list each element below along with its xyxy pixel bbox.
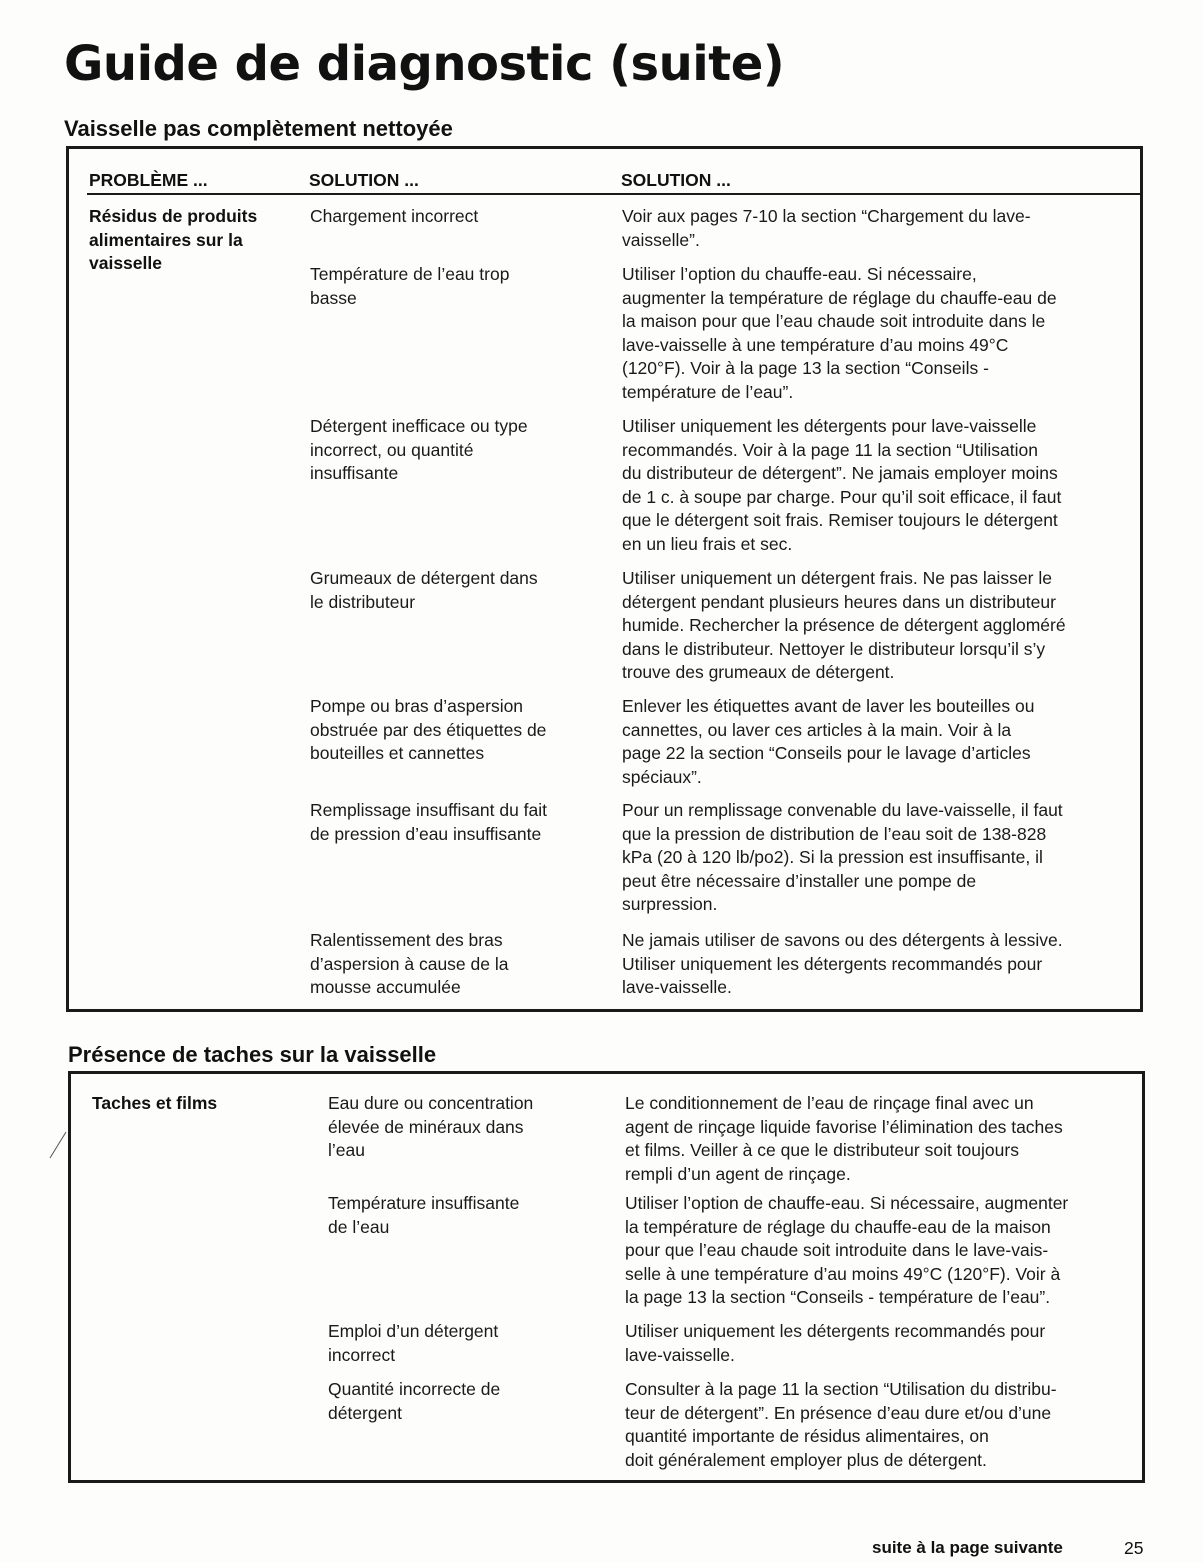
header-problem: PROBLÈME ... — [89, 170, 208, 190]
cause-cell: Eau dure ou concentration élevée de minéraux dans l’eau — [328, 1093, 534, 1160]
solution-cell: Le conditionnement de l’eau de rinçage final avec un agent de rinçage liquide favorise l’élimination des taches et films. Veiller à ce que le distributeur soit toujours rempli d’un agent de rinçage. — [625, 1093, 1063, 1184]
solution-cell: Utiliser l’option de chauffe-eau. Si nécessaire, augmenter la température de réglage du chauffe-eau de la maison pour que l’eau chaude soit introduite dans le lave-vais- selle à une température d’au moins 49°C (120°F). Voir à la page 13 la section “Conseils - température de l’eau”. — [625, 1193, 1069, 1307]
header-cause: SOLUTION ... — [309, 170, 419, 190]
section-title-dishes-not-clean: Vaisselle pas complètement nettoyée — [64, 116, 453, 141]
cause-cell: Emploi d’un détergent incorrect — [328, 1321, 499, 1365]
section-title-spots-on-dishes: Présence de taches sur la vaisselle — [68, 1042, 437, 1067]
cause-cell: Détergent inefficace ou type incorrect, ou quantité insuffisante — [310, 416, 528, 483]
cause-cell: Température de l’eau trop basse — [310, 264, 510, 308]
cause-cell: Température insuffisante de l’eau — [328, 1193, 520, 1237]
cause-cell: Chargement incorrect — [310, 206, 479, 226]
solution-cell: Ne jamais utiliser de savons ou des détergents à lessive. Utiliser uniquement les détergents recommandés pour lave-vaisselle. — [622, 930, 1063, 997]
header-solution: SOLUTION ... — [621, 170, 731, 190]
page-number: 25 — [1124, 1538, 1144, 1558]
troubleshooting-table-spots — [68, 1071, 1145, 1483]
solution-cell: Enlever les étiquettes avant de laver les bouteilles ou cannettes, ou laver ces articles à la main. Voir à la page 22 la section “Conseils pour le lavage d’articles spéciaux”. — [622, 696, 1035, 787]
solution-cell: Voir aux pages 7-10 la section “Chargement du lave- vaisselle”. — [622, 206, 1031, 250]
cause-cell: Quantité incorrecte de détergent — [328, 1379, 501, 1423]
cause-cell: Ralentissement des bras d’aspersion à cause de la mousse accumulée — [310, 930, 509, 997]
problem-spots-and-films: Taches et films — [92, 1093, 218, 1113]
cause-cell: Remplissage insuffisant du fait de pression d’eau insuffisante — [310, 800, 548, 844]
continued-note: suite à la page suivante — [872, 1538, 1063, 1557]
solution-cell: Utiliser uniquement les détergents pour lave-vaisselle recommandés. Voir à la page 11 la section “Utilisation du distributeur de détergent”. Ne jamais employer moins de 1 c. à soupe par charge. Pour qu’il soit efficace, il faut que le détergent soit frais. Remiser toujours le détergent en un lieu frais et sec. — [622, 416, 1062, 554]
troubleshooting-table-dishes-not-clean — [66, 146, 1143, 1012]
header-divider — [87, 193, 1140, 195]
solution-cell: Pour un remplissage convenable du lave-vaisselle, il faut que la pression de distribution de l’eau soit de 138-828 kPa (20 à 120 lb/po2). Si la pression est insuffisante, il peut être nécessaire d’installer une pompe de surpression. — [622, 800, 1063, 914]
stray-pen-mark — [40, 1128, 80, 1168]
page-title: Guide de diagnostic (suite) — [64, 36, 785, 92]
problem-food-residue: Résidus de produits alimentaires sur la vaisselle — [89, 206, 258, 273]
cause-cell: Grumeaux de détergent dans le distributeur — [310, 568, 538, 612]
solution-cell: Utiliser uniquement un détergent frais. Ne pas laisser le détergent pendant plusieurs heures dans un distributeur humide. Rechercher la présence de détergent aggloméré dans le distributeur. Nettoyer le distributeur lorsqu’il s’y trouve des grumeaux de détergent. — [622, 568, 1066, 682]
solution-cell: Utiliser uniquement les détergents recommandés pour lave-vaisselle. — [625, 1321, 1046, 1365]
cause-cell: Pompe ou bras d’aspersion obstruée par des étiquettes de bouteilles et cannettes — [310, 696, 547, 763]
solution-cell: Consulter à la page 11 la section “Utilisation du distribu- teur de détergent”. En présence d’eau dure et/ou d’une quantité importante de résidus alimentaires, on doit généralement employer plus de détergent. — [625, 1379, 1057, 1470]
solution-cell: Utiliser l’option du chauffe-eau. Si nécessaire, augmenter la température de réglage du chauffe-eau de la maison pour que l’eau chaude soit introduite dans le lave-vaisselle à une température d’au moins 49°C (120°F). Voir à la page 13 la section “Conseils - température de l’eau”. — [622, 264, 1057, 402]
